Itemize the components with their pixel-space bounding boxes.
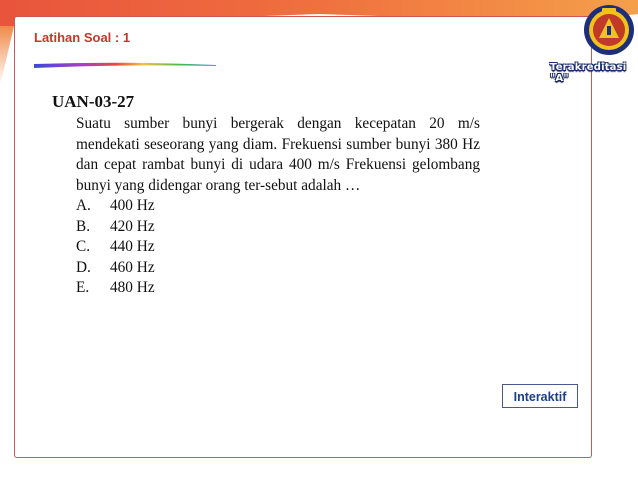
answer-options [76, 196, 492, 299]
option-b [76, 217, 492, 238]
option-letter: C. [76, 238, 91, 255]
problem-block [52, 92, 492, 299]
option-text: 440 Hz [110, 238, 155, 255]
university-seal-icon [583, 4, 635, 56]
problem-stem: Suatu sumber bunyi bergerak dengan kecepatan 20 m/s mendekati seseorang yang diam. Frekuensi sumber bunyi 380 Hz dan cepat rambat bunyi di udara 400 m/s Frekuensi gelombang bunyi yang didengar orang ter-sebut adalah … [76, 115, 480, 194]
option-letter: D. [76, 258, 91, 276]
interactive-button[interactable]: Interaktif [502, 384, 578, 408]
option-letter: B. [76, 217, 91, 235]
left-accent-shape [0, 26, 14, 86]
option-text: 480 Hz [110, 279, 155, 296]
option-text: 460 Hz [110, 258, 155, 276]
option-letter: E. [76, 279, 90, 296]
accreditation-label: Terakreditasi "A" [550, 62, 627, 84]
option-text: 420 Hz [110, 217, 155, 235]
option-a [76, 196, 492, 217]
option-c [76, 237, 492, 258]
option-d [76, 258, 492, 279]
rainbow-underline [34, 61, 216, 68]
problem-code: UAN-03-27 [52, 92, 135, 111]
option-e [76, 278, 492, 299]
option-text: 400 Hz [110, 197, 155, 214]
option-letter: A. [76, 197, 91, 214]
slide-title: Latihan Soal : 1 [34, 30, 131, 45]
